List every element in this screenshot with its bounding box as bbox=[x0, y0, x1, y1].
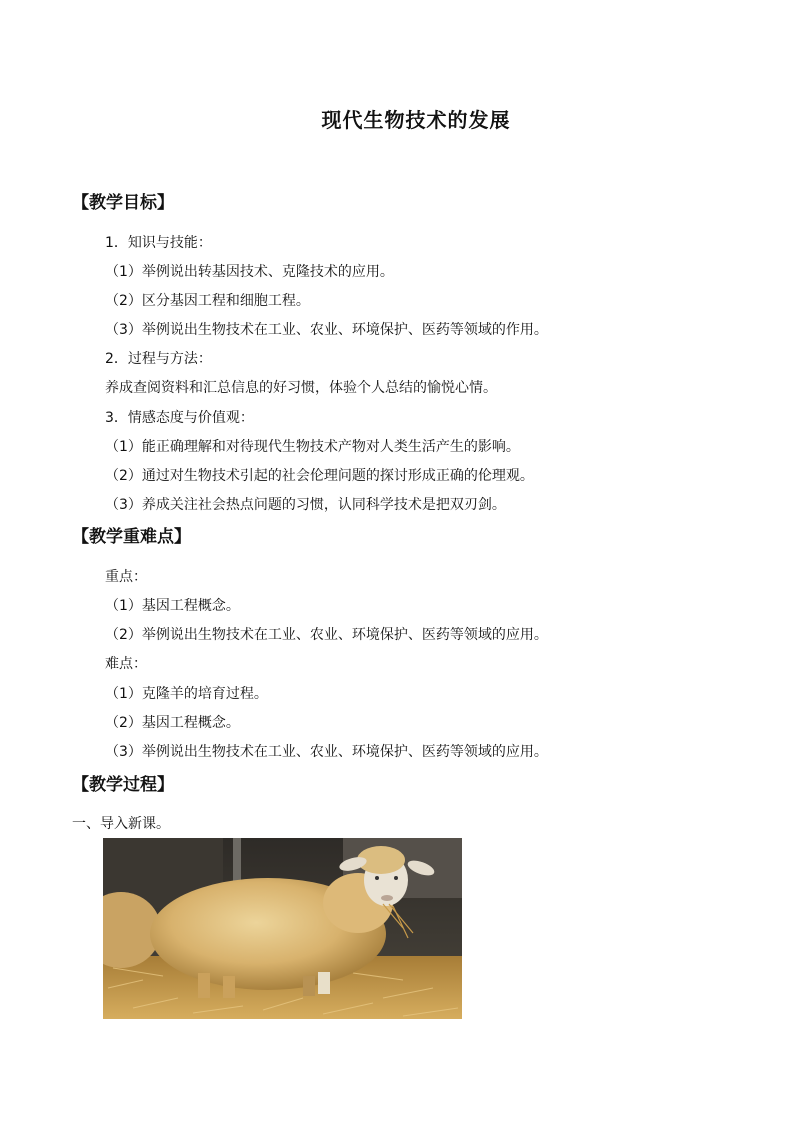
process-intro: 一、导入新课。 bbox=[72, 816, 170, 832]
sheep-photo bbox=[103, 838, 462, 1019]
section-heading-objectives: 【教学目标】 bbox=[72, 193, 174, 213]
key-point-line: 重点： bbox=[105, 569, 147, 585]
sheep-illustration bbox=[103, 838, 462, 1019]
objective-line: （3）举例说出生物技术在工业、农业、环境保护、医药等领域的作用。 bbox=[105, 322, 548, 338]
objective-line: （2）通过对生物技术引起的社会伦理问题的探讨形成正确的伦理观。 bbox=[105, 468, 534, 484]
objective-line: （1）能正确理解和对待现代生物技术产物对人类生活产生的影响。 bbox=[105, 439, 520, 455]
objective-line: 养成查阅资料和汇总信息的好习惯，体验个人总结的愉悦心情。 bbox=[105, 380, 497, 396]
objective-line: 2．过程与方法： bbox=[105, 351, 212, 367]
key-point-line: （2）基因工程概念。 bbox=[105, 715, 240, 731]
objective-line: （1）举例说出转基因技术、克隆技术的应用。 bbox=[105, 264, 394, 280]
objective-line: 1．知识与技能： bbox=[105, 235, 212, 251]
key-point-line: 难点： bbox=[105, 656, 147, 672]
key-point-line: （1）基因工程概念。 bbox=[105, 598, 240, 614]
key-point-line: （3）举例说出生物技术在工业、农业、环境保护、医药等领域的应用。 bbox=[105, 744, 548, 760]
objective-line: 3．情感态度与价值观： bbox=[105, 410, 254, 426]
section-heading-key-points: 【教学重难点】 bbox=[72, 527, 191, 547]
section-heading-process: 【教学过程】 bbox=[72, 775, 174, 795]
key-point-line: （1）克隆羊的培育过程。 bbox=[105, 686, 268, 702]
objective-line: （2）区分基因工程和细胞工程。 bbox=[105, 293, 310, 309]
key-point-line: （2）举例说出生物技术在工业、农业、环境保护、医药等领域的应用。 bbox=[105, 627, 548, 643]
objective-line: （3）养成关注社会热点问题的习惯，认同科学技术是把双刃剑。 bbox=[105, 497, 506, 513]
page-title: 现代生物技术的发展 bbox=[321, 108, 511, 132]
